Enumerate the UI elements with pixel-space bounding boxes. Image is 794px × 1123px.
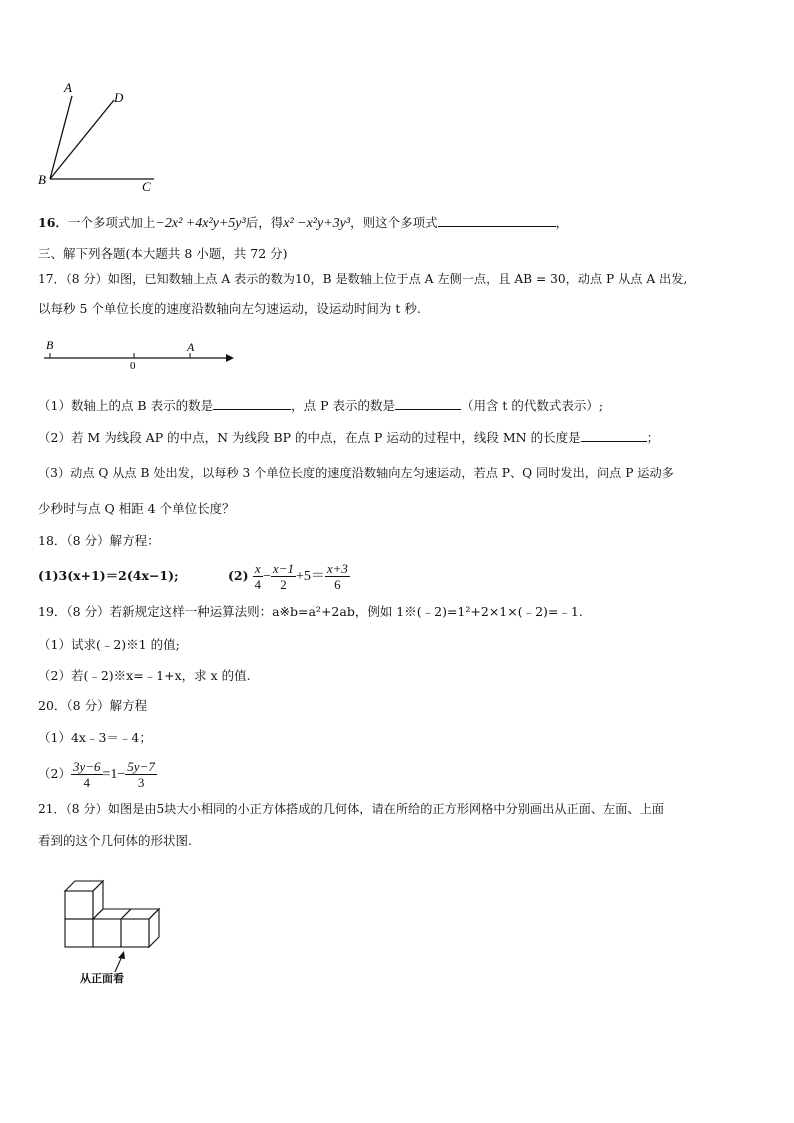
q20-title: 20．（8 分）解方程 bbox=[38, 698, 148, 713]
q17-part2 bbox=[38, 428, 659, 447]
q17-p2-text-b: ； bbox=[646, 430, 660, 445]
label-c: C bbox=[142, 179, 151, 194]
q21-line2: 看到的这个几何体的形状图. bbox=[38, 833, 192, 848]
q19-line1: 19．（8 分）若新规定这样一种运算法则：a※b=a²+2ab，例如 1※(﹣2)=1²+2×1×(﹣2)=﹣1. bbox=[38, 604, 583, 619]
q20-frac2: $\frac{5y-7}{3}$ bbox=[127, 759, 155, 790]
q16-text3: ，则这个多项式 bbox=[350, 215, 438, 230]
q17-p1-blank-b[interactable] bbox=[213, 396, 291, 410]
q17-part1 bbox=[38, 396, 603, 415]
angle-figure bbox=[30, 78, 170, 198]
label-b: B bbox=[38, 172, 46, 187]
q18-minus: − bbox=[263, 569, 271, 584]
q20-part2 bbox=[38, 754, 157, 794]
q16-end: ， bbox=[555, 215, 569, 230]
q20-frac1: $\frac{3y-6}{4}$ bbox=[72, 759, 101, 790]
q20-eq: =1− bbox=[102, 767, 126, 782]
nl-label-a: A bbox=[187, 340, 195, 354]
q17-part3-line2: 少秒时与点 Q 相距 4 个单位长度？ bbox=[38, 501, 235, 516]
question-16 bbox=[38, 213, 568, 233]
label-d: D bbox=[114, 90, 124, 105]
q16-expr1: −2x² +4x²y+5y³ bbox=[155, 216, 246, 231]
cube-row-side bbox=[149, 909, 159, 947]
q18-title: 18．（8 分）解方程： bbox=[38, 533, 160, 548]
q18-frac2: $\frac{x-1}{2}$ bbox=[272, 561, 294, 592]
ray-ba bbox=[50, 96, 72, 179]
q21-line1: 21．（8 分）如图是由5块大小相同的小正方体搭成的几何体，请在所给的正方形网格中分别画出从正面、左面、上面 bbox=[38, 802, 664, 816]
axis-arrow-icon bbox=[226, 354, 234, 362]
q18-frac3: $\frac{x+3}{6}$ bbox=[326, 561, 348, 592]
q16-answer-blank[interactable] bbox=[438, 213, 556, 227]
q20-p2-label: （2） bbox=[38, 766, 71, 781]
cube-front-3 bbox=[121, 919, 149, 947]
arrow-head-icon bbox=[118, 951, 125, 959]
q17-line1: 17．（8 分）如图，已知数轴上点 A 表示的数为10，B 是数轴上位于点 A 左侧一点，且 AB = 30，动点 P 从点 A 出发, bbox=[38, 272, 688, 286]
q18-eq1: (1)3(x+1)＝2(4x−1); bbox=[38, 568, 179, 583]
q17-p1-text-b: ，点 P 表示的数是 bbox=[291, 398, 395, 413]
q17-p1-blank-p[interactable] bbox=[395, 396, 461, 410]
q19-part2: （2）若(﹣2)※x=﹣1+x，求 x 的值. bbox=[38, 668, 251, 683]
cube-front-top bbox=[65, 891, 93, 919]
q16-text2: 后，得 bbox=[245, 215, 284, 230]
q18-eq2-label: (2) bbox=[228, 568, 249, 583]
q20-part1: （1）4x﹣3＝﹣4； bbox=[38, 730, 152, 745]
q17-line2: 以每秒 5 个单位长度的速度沿数轴向左匀速运动，设运动时间为 t 秒. bbox=[38, 301, 421, 316]
cube-front-2 bbox=[93, 919, 121, 947]
label-a: A bbox=[64, 80, 72, 95]
q16-text1: 一个多项式加上 bbox=[67, 215, 156, 230]
nl-label-b: B bbox=[46, 338, 54, 352]
q18-frac1: $\frac{x}{4}$ bbox=[254, 561, 262, 592]
q16-number: 16． bbox=[38, 215, 68, 230]
q17-p1-text-a: （1）数轴上的点 B 表示的数是 bbox=[38, 398, 214, 413]
q16-expr2: x² −x²y+3y³ bbox=[283, 216, 351, 231]
q21-caption: 从正面看 bbox=[80, 972, 124, 985]
nl-label-zero: 0 bbox=[130, 360, 136, 372]
q17-p2-text-a: （2）若 M 为线段 AP 的中点，N 为线段 BP 的中点，在点 P 运动的过程中，线段 MN 的长度是 bbox=[38, 430, 581, 445]
q17-p2-blank[interactable] bbox=[581, 428, 647, 442]
q17-p1-text-c: （用含 t 的代数式表示）; bbox=[460, 398, 604, 413]
q18-eq2 bbox=[228, 556, 350, 596]
section-3-title: 三、解下列各题(本大题共 8 小题，共 72 分) bbox=[38, 246, 288, 261]
q17-part3-line1: （3）动点 Q 从点 B 处出发，以每秒 3 个单位长度的速度沿数轴向左匀速运动，若点 P、Q 同时发出，问点 P 运动多 bbox=[38, 466, 674, 480]
number-line bbox=[40, 336, 240, 372]
q18-plus5: +5＝ bbox=[295, 569, 325, 584]
ray-bd bbox=[50, 100, 114, 179]
q19-part1: （1）试求(﹣2)※1 的值; bbox=[38, 637, 180, 652]
cube-front-1 bbox=[65, 919, 93, 947]
